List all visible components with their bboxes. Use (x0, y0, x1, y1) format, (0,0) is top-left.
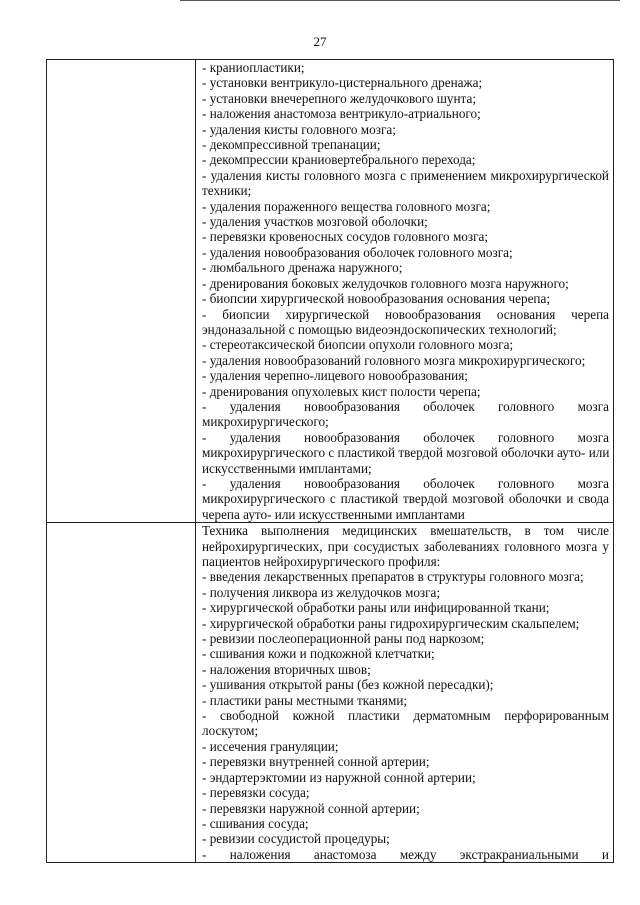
table-row (47, 523, 614, 863)
table-row (47, 60, 614, 523)
text-line: - ревизии сосудистой процедуры; (202, 831, 390, 847)
text-line: - сшивания сосуда; (202, 815, 309, 831)
text-line: - дренирования опухолевых кист полости черепа; (202, 383, 481, 399)
text-line: - удаления черепно-лицевого новообразования; (202, 368, 468, 384)
top-rule (180, 0, 620, 1)
text-line: - эндартерэктомии из наружной сонной артерии; (202, 769, 476, 785)
text-line: - свободной кожной пластики дерматомным перфорированным (202, 708, 609, 724)
text-line: - удаления пораженного вещества головного мозга; (202, 198, 491, 214)
text-line: - хирургической обработки раны или инфицированной ткани; (202, 600, 550, 616)
text-line: искусственными имплантами; (202, 460, 372, 476)
text-line: пациентов нейрохирургического профиля: (202, 554, 441, 569)
text-line: - дренирования боковых желудочков головного мозга наружного; (202, 275, 569, 291)
text-line: - иссечения грануляции; (202, 738, 339, 754)
text-line: - удаления участков мозговой оболочки; (202, 214, 428, 230)
table-cell-procedures (196, 523, 614, 863)
text-line: микрохирургического; (202, 414, 329, 430)
text-line: - перевязки внутренней сонной артерии; (202, 754, 430, 770)
text-line: - стереотаксической биопсии опухоли головного мозга; (202, 337, 514, 353)
procedure-list (196, 523, 613, 862)
text-line: - установки внечерепного желудочкового шунта; (202, 90, 476, 106)
text-line: - пластики раны местными тканями; (202, 692, 408, 708)
text-line: - удаления кисты головного мозга; (202, 121, 396, 137)
text-line: - наложения вторичных швов; (202, 661, 371, 677)
text-line: нейрохирургических, при сосудистых заболеваниях головного мозга у (202, 538, 609, 554)
text-line: - хирургической обработки раны гидрохирургическим скальпелем; (202, 615, 580, 631)
procedures-table (46, 59, 614, 863)
text-line: - удаления кисты головного мозга с применением микрохирургической (202, 167, 609, 183)
text-line: - удаления новообразования оболочек головного мозга (202, 475, 609, 491)
text-line: - перевязки наружной сонной артерии; (202, 800, 420, 816)
text-line: микрохирургического с пластикой твердой мозговой оболочки ауто- или (202, 445, 609, 461)
text-line: техники; (202, 183, 252, 199)
text-line: - ревизии послеоперационной раны под наркозом; (202, 631, 485, 647)
page-number: 27 (313, 34, 327, 49)
text-line: - биопсии хирургической новообразования основания черепа (202, 306, 609, 322)
table-cell-procedures (196, 60, 614, 523)
procedure-list (196, 60, 613, 522)
text-line: - биопсии хирургической новообразования основания черепа; (202, 291, 551, 307)
text-line: - сшивания кожи и подкожной клетчатки; (202, 646, 435, 662)
table-cell-empty (47, 60, 196, 523)
text-line: - удаления новообразования оболочек головного мозга (202, 429, 609, 445)
text-line: лоскутом; (202, 723, 259, 739)
text-line: - удаления новообразований головного мозга микрохирургического; (202, 352, 586, 368)
text-line: черепа ауто- или искусственными имплантами (202, 506, 465, 522)
text-line: - наложения анастомоза вентрикуло-атриального; (202, 106, 481, 122)
text-line: - декомпрессии краниовертебрального перехода; (202, 152, 476, 168)
text-line: - наложения анастомоза между экстракраниальными и (202, 846, 609, 862)
text-line: - перевязки кровеносных сосудов головного мозга; (202, 229, 489, 245)
text-line: - удаления новообразования оболочек головного мозга; (202, 244, 513, 260)
text-line: - получения ликвора из желудочков мозга; (202, 584, 441, 600)
text-line: - ушивания открытой раны (без кожной пересадки); (202, 677, 494, 693)
text-line: эндоназальной с помощью видеоэндоскопических технологий; (202, 321, 557, 337)
text-line: - введения лекарственных препаратов в структуры головного мозга; (202, 569, 584, 585)
text-line: - установки вентрикуло-цистернального дренажа; (202, 75, 483, 91)
text-line: - декомпрессивной трепанации; (202, 137, 381, 153)
table-cell-empty (47, 523, 196, 863)
text-line: - краниопластики; (202, 60, 305, 75)
text-line: микрохирургического с пластикой твердой мозговой оболочки и свода (202, 491, 609, 507)
text-line: - перевязки сосуда; (202, 785, 310, 801)
text-line: - люмбального дренажа наружного; (202, 260, 403, 276)
text-line: - удаления новообразования оболочек головного мозга (202, 398, 609, 414)
text-line: Техника выполнения медицинских вмешательств, в том числе (202, 523, 609, 539)
